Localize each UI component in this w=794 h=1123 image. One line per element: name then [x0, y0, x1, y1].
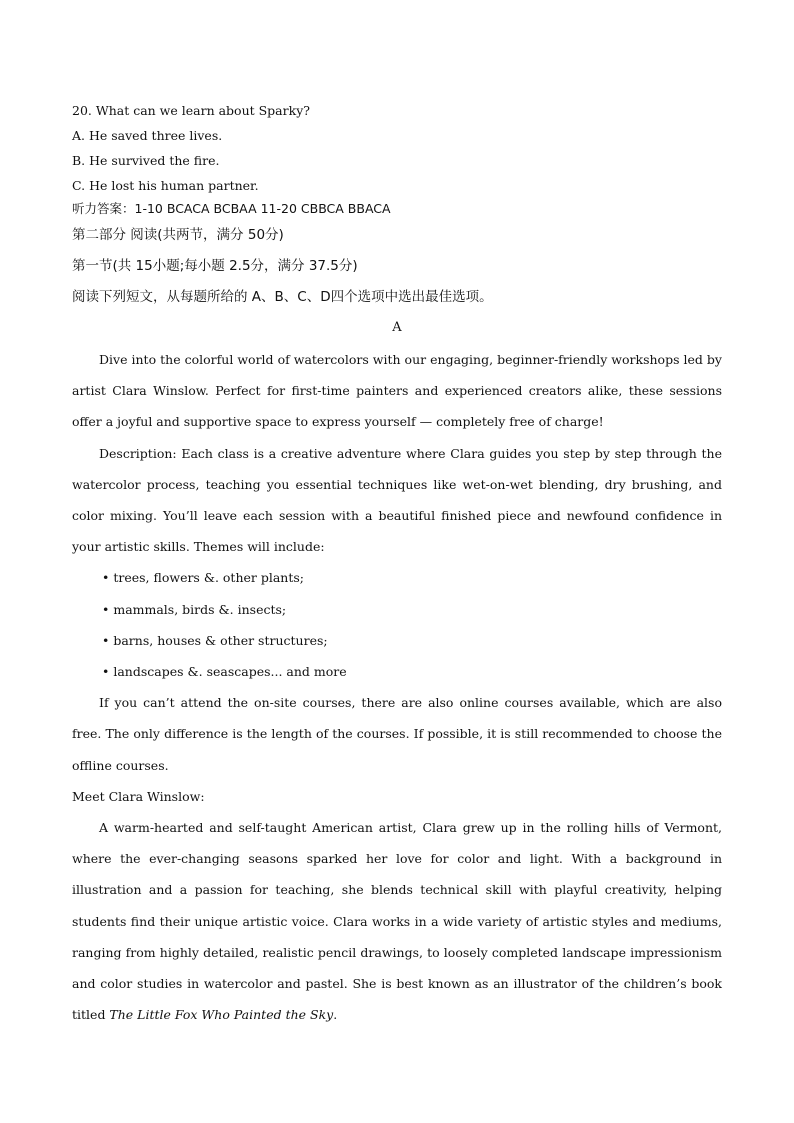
reading-instructions: 阅读下列短文，从每题所给的 A、B、C、D四个选项中选出最佳选项。: [72, 289, 493, 305]
online-courses-paragraph: If you can’t attend the on-site courses, there are also online courses available, which are also free. The only difference is the length of the courses. If possible, it is still recommended to choose the offline courses.: [72, 695, 722, 773]
question-20-option-c: C. He lost his human partner.: [72, 178, 259, 193]
clara-bio-paragraph: [72, 812, 722, 1030]
themes-list-item: • mammals, birds &. insects;: [102, 601, 287, 617]
passage-label: A: [392, 320, 402, 335]
passage-intro-paragraph: Dive into the colorful world of watercolors with our engaging, beginner-friendly workshops led by artist Clara Winslow. Perfect for first-time painters and experienced creators alike, these sessions offer a joyful and supportive space to express yourself — completely free of charge!: [72, 352, 722, 430]
themes-list-item: • barns, houses & other structures;: [102, 632, 328, 648]
document-page: [72, 98, 722, 1030]
listening-answer-key: 听力答案：1-10 BCACA BCBAA 11-20 CBBCA BBACA: [72, 201, 391, 216]
part-two-heading: 第二部分 阅读(共两节，满分 50分): [72, 227, 284, 243]
section-one-heading: 第一节(共 15小题;每小题 2.5分，满分 37.5分): [72, 258, 358, 274]
question-20-option-b: B. He survived the fire.: [72, 153, 220, 168]
passage-description-paragraph: Description: Each class is a creative adventure where Clara guides you step by step through the watercolor process, teaching you essential techniques like wet-on-wet blending, dry brushing, and color mixing. You’ll leave each session with a beautiful finished piece and newfound confidence in your artistic skills. Themes will include:: [72, 445, 722, 555]
themes-list: [72, 562, 722, 687]
book-title: The Little Fox Who Painted the Sky: [109, 1007, 334, 1023]
clara-bio-text: A warm-hearted and self-taught American artist, Clara grew up in the rolling hills of Vermont, where the ever-changing seasons sparked her love for color and light. With a background in illustration and a passion for teaching, she blends technical skill with playful creativity, helping students find their unique artistic voice. Clara works in a wide variety of artistic styles and mediums, ranging from highly detailed, realistic pencil drawings, to loosely completed landscape impressionism and color studies in watercolor and pastel. She is best known as an illustrator of the children’s book titled: [72, 819, 722, 1023]
question-20-option-a: A. He saved three lives.: [72, 128, 223, 143]
meet-clara-heading: Meet Clara Winslow:: [72, 788, 205, 804]
clara-bio-end: .: [333, 1007, 338, 1023]
themes-list-item: • trees, flowers &. other plants;: [102, 570, 304, 586]
themes-list-item: • landscapes &. seascapes... and more: [102, 663, 347, 679]
question-20-stem: 20. What can we learn about Sparky?: [72, 103, 310, 118]
